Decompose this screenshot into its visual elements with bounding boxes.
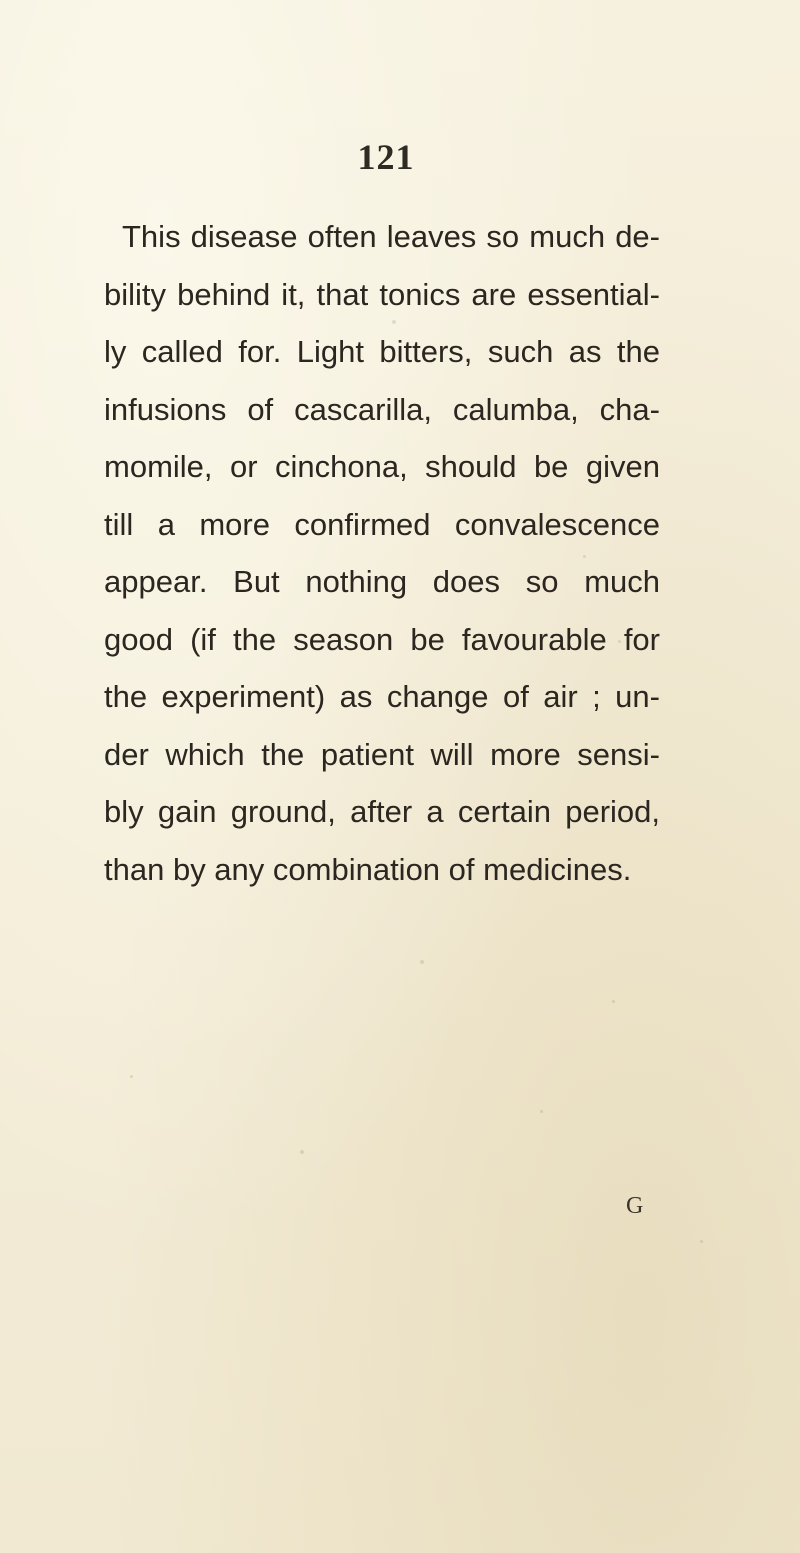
paper-speckle bbox=[700, 1240, 703, 1243]
text-line: good (if the season be favourable for bbox=[104, 621, 660, 657]
text-line: infusions of cascarilla, calumba, cha- bbox=[104, 391, 660, 427]
paper-speckle bbox=[250, 870, 253, 873]
text-line: bly gain ground, after a certain period, bbox=[104, 794, 660, 829]
body-paragraph bbox=[104, 208, 660, 898]
text-line: the experiment) as change of air ; un- bbox=[104, 679, 660, 714]
paper-speckle bbox=[130, 1075, 133, 1078]
text-line: appear. But nothing does so much bbox=[104, 564, 660, 599]
text-line: than by any combination of medicines. bbox=[104, 851, 632, 887]
paper-speckle bbox=[300, 1150, 304, 1154]
signature-mark: G bbox=[626, 1193, 644, 1219]
text-line: ly called for. Light bitters, such as the bbox=[104, 334, 660, 369]
paper-speckle bbox=[420, 960, 424, 964]
paper-speckle bbox=[540, 1110, 543, 1113]
text-line: This disease often leaves so much de- bbox=[122, 219, 660, 254]
paper-speckle bbox=[618, 640, 621, 643]
paper-speckle bbox=[583, 555, 586, 558]
text-line: der which the patient will more sensi- bbox=[104, 736, 660, 772]
text-line: till a more confirmed convalescence bbox=[104, 506, 660, 542]
page-number: 121 bbox=[357, 137, 415, 177]
paper-speckle bbox=[612, 1000, 615, 1003]
text-line: momile, or cinchona, should be given bbox=[104, 449, 660, 484]
text-line: bility behind it, that tonics are essential- bbox=[104, 276, 660, 312]
paper-speckle bbox=[392, 320, 396, 324]
